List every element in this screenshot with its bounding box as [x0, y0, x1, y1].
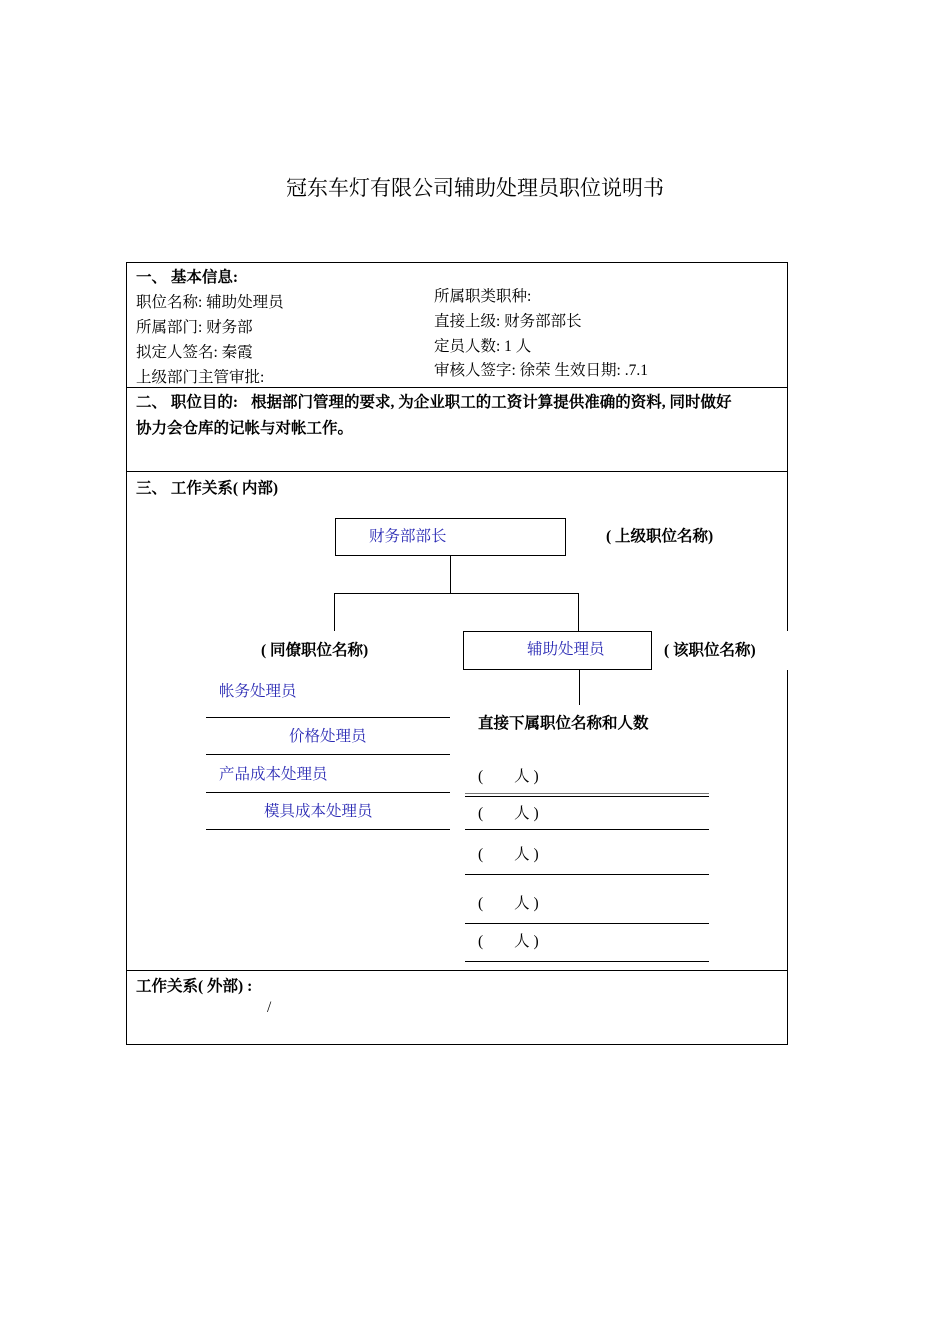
peer-underline [206, 792, 450, 793]
direct-supervisor: 直接上级: 财务部部长 [434, 313, 582, 330]
basic-info-heading: 一、 基本信息: [136, 269, 239, 286]
purpose-text-line1: 根据部门管理的要求, 为企业职工的工资计算提供准确的资料, 同时做好 [251, 394, 732, 411]
subordinate-row: ( 人 ) [478, 846, 539, 863]
subordinate-underline [465, 923, 709, 924]
external-relations-content: / [267, 999, 272, 1016]
subordinate-underline [465, 793, 709, 794]
peer-underline [206, 717, 450, 718]
org-connector [579, 669, 580, 705]
position-name: 职位名称: 辅助处理员 [136, 294, 284, 311]
superior-position: 财务部部长 [369, 528, 447, 545]
org-connector [578, 593, 579, 631]
section-divider [126, 387, 787, 388]
reviewer-and-effective-date: 审核人签字: 徐荣 生效日期: .7.1 [434, 362, 648, 379]
subordinate-row: ( 人 ) [478, 933, 539, 950]
peer-position: 价格处理员 [289, 728, 367, 745]
section-divider [126, 471, 787, 472]
peer-underline [206, 829, 450, 830]
headcount: 定员人数: 1 人 [434, 338, 532, 355]
subordinates-label: 直接下属职位名称和人数 [478, 715, 649, 732]
subordinate-row: ( 人 ) [478, 895, 539, 912]
peer-position: 帐务处理员 [219, 683, 297, 700]
peer-position: 模具成本处理员 [264, 803, 373, 820]
supervisor-approval: 上级部门主管审批: [136, 369, 265, 386]
org-connector [334, 593, 579, 594]
org-connector [450, 555, 451, 593]
internal-relations-heading: 三、 工作关系( 内部) [136, 480, 279, 497]
subordinate-underline [465, 874, 709, 875]
subordinate-row: ( 人 ) [478, 768, 539, 785]
purpose-heading: 二、 职位目的: [136, 394, 239, 411]
current-position: 辅助处理员 [527, 641, 605, 658]
department: 所属部门: 财务部 [136, 319, 253, 336]
section-divider [126, 970, 787, 971]
org-connector [334, 593, 335, 631]
peer-label: ( 同僚职位名称) [261, 642, 369, 659]
subordinate-row: ( 人 ) [478, 805, 539, 822]
superior-label: ( 上级职位名称) [606, 528, 714, 545]
peer-underline [206, 754, 450, 755]
subordinate-underline [465, 829, 709, 830]
page-title: 冠东车灯有限公司辅助处理员职位说明书 [286, 176, 664, 200]
subordinate-underline [465, 796, 709, 797]
purpose-text-line2: 协力会仓库的记帐与对帐工作。 [136, 420, 354, 437]
position-label: ( 该职位名称) [664, 642, 756, 659]
external-relations-heading: 工作关系( 外部) : [136, 978, 253, 995]
subordinate-underline [465, 961, 709, 962]
job-category: 所属职类职种: [434, 288, 532, 305]
peer-position: 产品成本处理员 [219, 766, 328, 783]
drafter-signature: 拟定人签名: 秦霞 [136, 344, 253, 361]
